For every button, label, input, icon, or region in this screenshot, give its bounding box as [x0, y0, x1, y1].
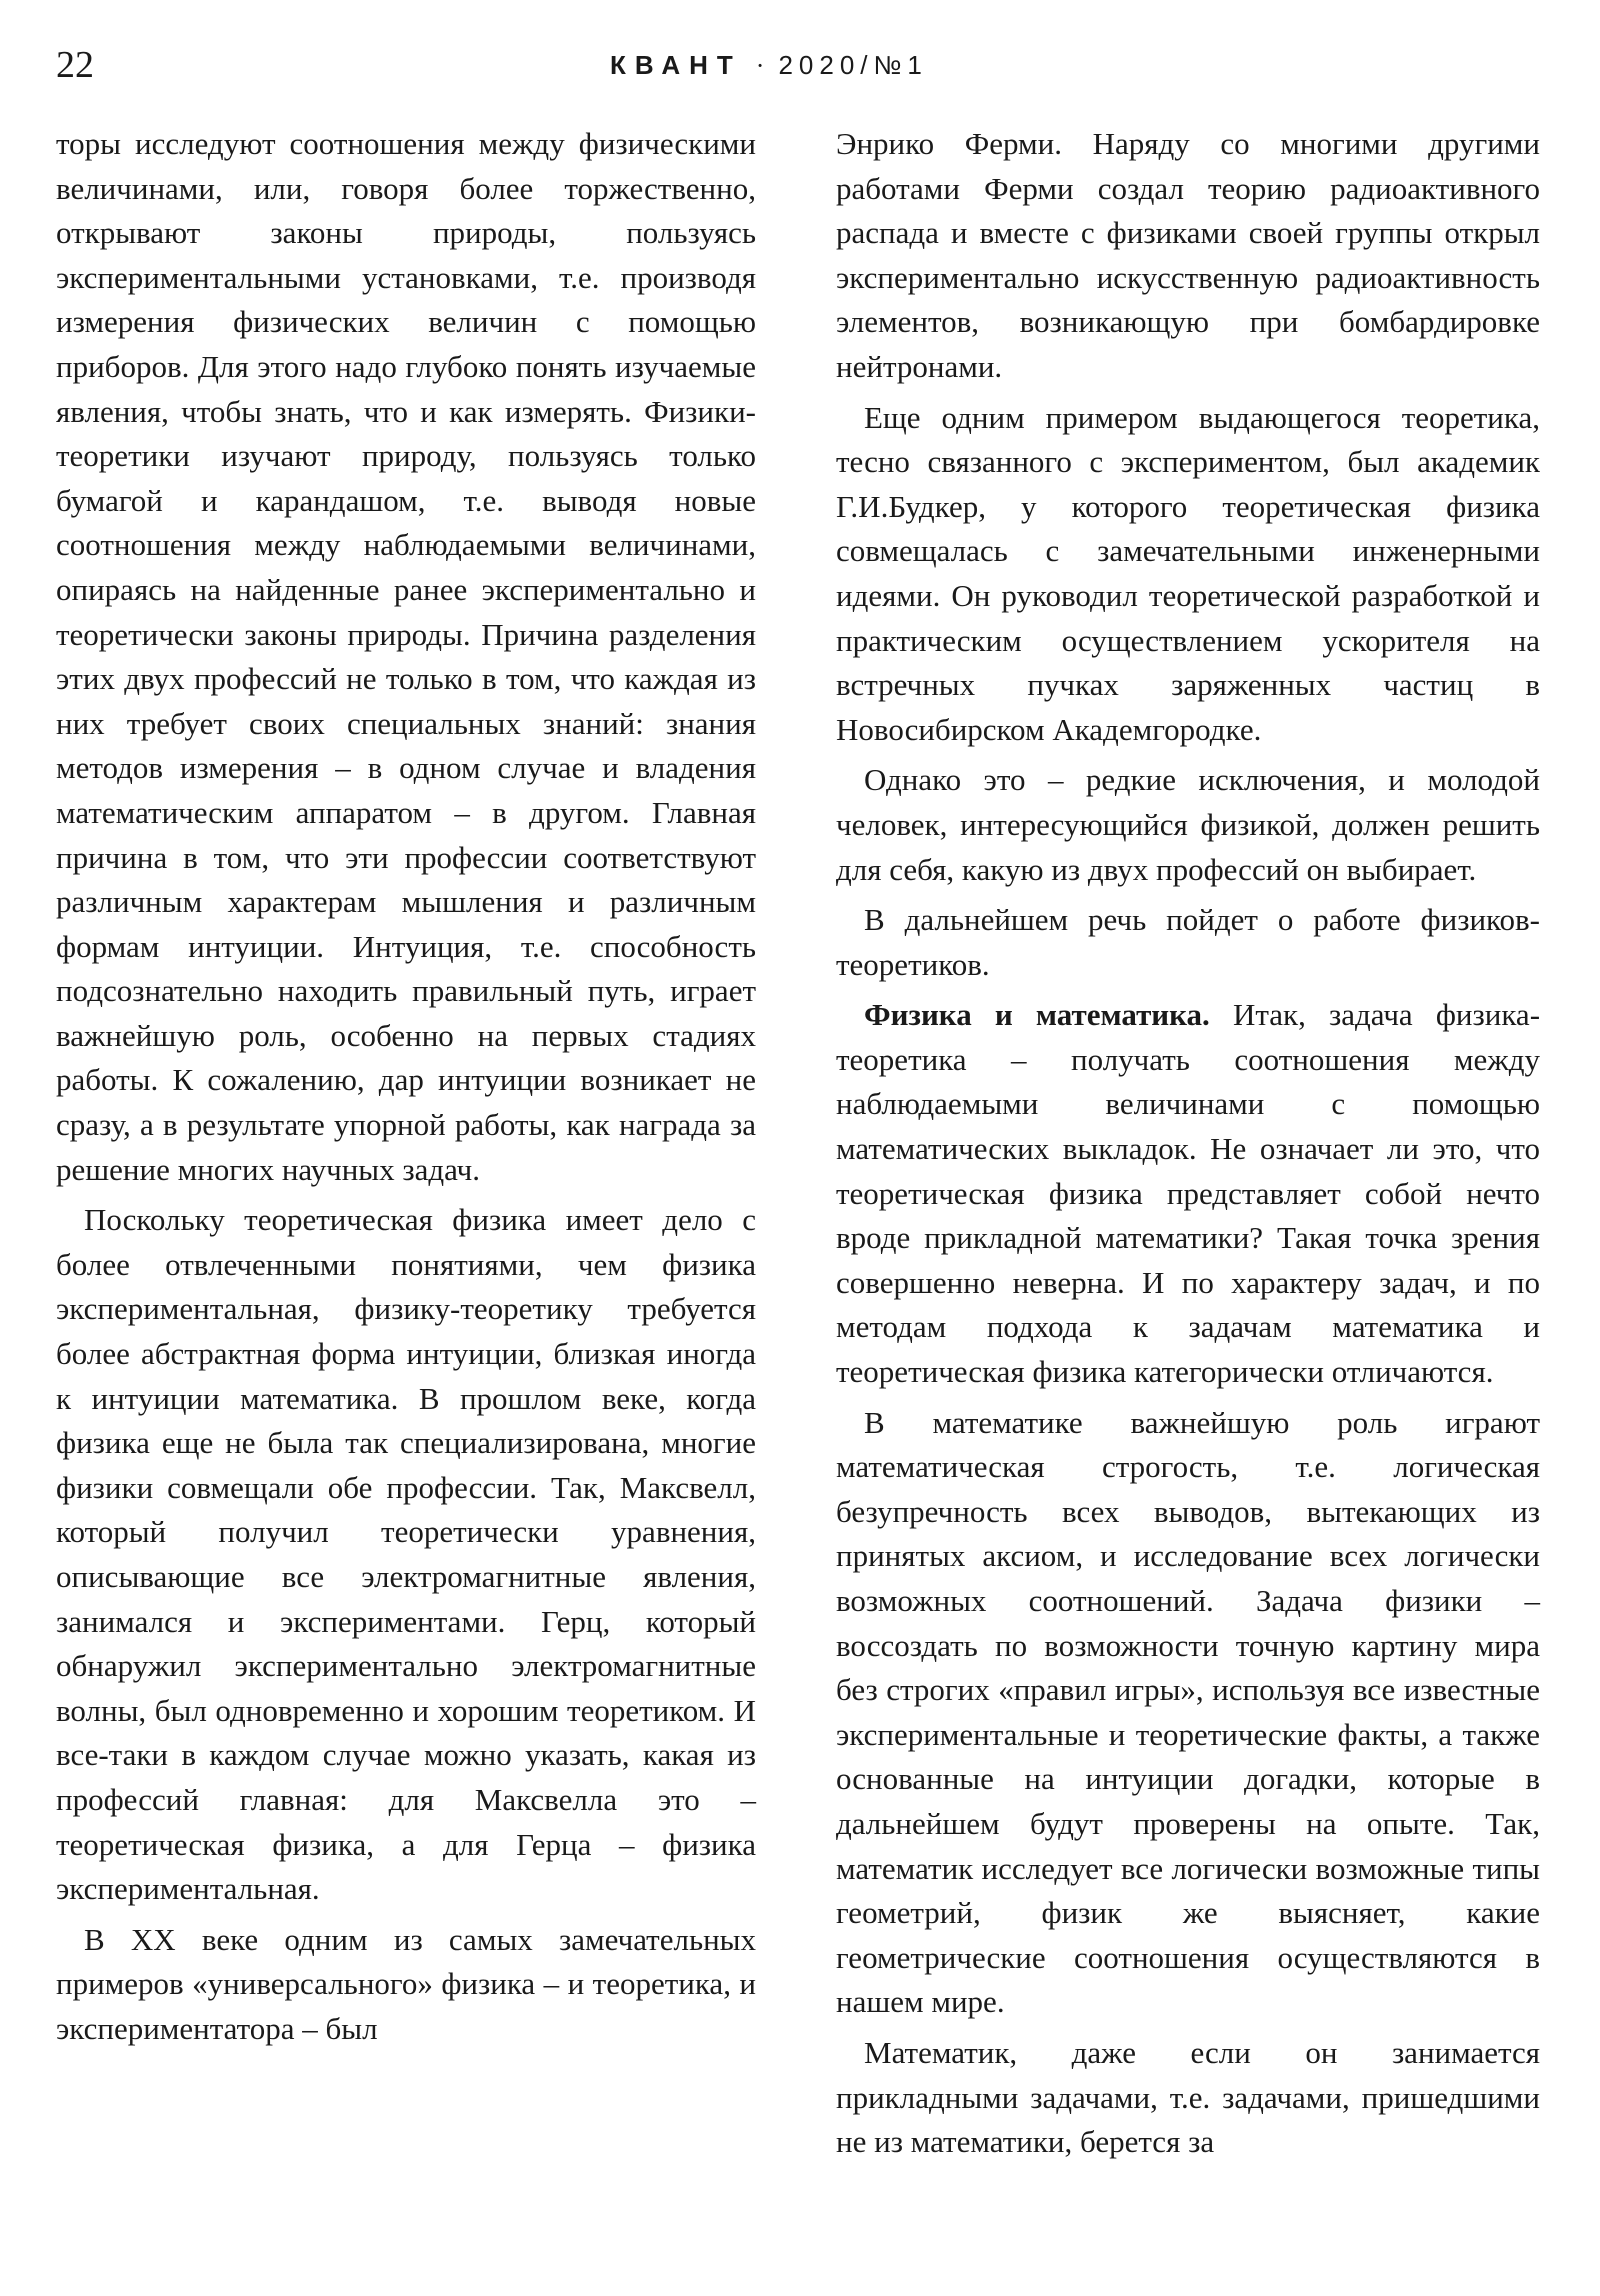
running-head-separator: · [755, 51, 765, 80]
paragraph: Математик, даже если он занимается прикладными задачами, т.е. задачами, пришедшими не из математики, берется за [836, 2034, 1540, 2160]
right-column [836, 122, 1540, 2171]
running-head [610, 52, 928, 79]
section-heading: Физика и математика. [864, 997, 1210, 1033]
paragraph-text: Итак, задача физика-теоретика – получать соотношения между наблюдаемыми величинами с помощью математических выкладок. Не означает ли это, что теоретическая физика представляет собой нечто вроде прикладной математики? Такая точка зрения совершенно неверна. И по характеру задач, и по методам подхода к задачам математика и теоретическая физика категорически отличаются. [836, 997, 1541, 1390]
paragraph [836, 993, 1540, 1394]
paragraph: В дальнейшем речь пойдет о работе физиков-теоретиков. [836, 902, 1540, 982]
issue-label: 2020/№1 [778, 50, 928, 80]
paragraph: Поскольку теоретическая физика имеет дело с более отвлеченными понятиями, чем физика экспериментальная, физику-теоретику требуется более абстрактная форма интуиции, близкая иногда к интуиции математика. В прошлом веке, когда физика еще не была так специализирована, многие физики совмещали обе профессии. Так, Максвелл, который получил теоретически уравнения, описывающие все электромагнитные явления, занимался и экспериментами. Герц, который обнаружил экспериментально электромагнитные волны, был одновременно и хорошим теоретиком. И все-таки в каждом случае можно указать, какая из профессий главная: для Максвелла это – теоретическая физика, а для Герца – физика экспериментальная. [56, 1202, 756, 1907]
journal-title: КВАНТ [610, 50, 742, 80]
paragraph: Энрико Ферми. Наряду со многими другими работами Ферми создал теорию радиоактивного распада и вместе с физиками своей группы открыл экспериментально искусственную радиоактивность элементов, возникающую при бомбардировке нейтронами. [836, 126, 1540, 384]
page-number: 22 [56, 44, 94, 86]
paragraph: Однако это – редкие исключения, и молодой человек, интересующийся физикой, должен решить для себя, какую из двух профессий он выбирает. [836, 762, 1540, 887]
paragraph: Еще одним примером выдающегося теоретика, тесно связанного с экспериментом, был академик Г.И.Будкер, у которого теоретическая физика совмещалась с замечательными инженерными идеями. Он руководил теоретической разработкой и практическим осуществлением ускорителя на встречных пучках заряженных частиц в Новосибирском Академгородке. [836, 399, 1540, 747]
left-column [56, 122, 756, 2058]
paragraph: В математике важнейшую роль играют математическая строгость, т.е. логическая безупречность всех выводов, вытекающих из принятых аксиом, и исследование всех логически возможных соотношений. Задача физики – воссоздать по возможности точную картину мира без строгих «правил игры», используя все известные экспериментальные и теоретические факты, а также основанные на интуиции догадки, которые в дальнейшем будут проверены на опыте. Так, математик исследует все логически возможные типы геометрий, физик же выясняет, какие геометрические соотношения осуществляются в нашем мире. [836, 1404, 1540, 2020]
paragraph: В XX веке одним из самых замечательных примеров «универсального» физика – и теоретика, и экспериментатора – был [56, 1921, 756, 2046]
paragraph: торы исследуют соотношения между физическими величинами, или, говоря более торжественно, открывают законы природы, пользуясь экспериментальными установками, т.е. производя измерения физических величин с помощью приборов. Для этого надо глубоко понять изучаемые явления, чтобы знать, что и как измерять. Физики-теоретики изучают природу, пользуясь только бумагой и карандашом, т.е. выводя новые соотношения между наблюдаемыми величинами, опираясь на найденные ранее экспериментально и теоретически законы природы. Причина разделения этих двух профессий не только в том, что каждая из них требует своих специальных знаний: знания методов измерения – в одном случае и владения математическим аппаратом – в другом. Главная причина в том, что эти профессии соответствуют различным характерам мышления и различным формам интуиции. Интуиция, т.е. способность подсознательно находить правильный путь, играет важнейшую роль, особенно на первых стадиях работы. К сожалению, дар интуиции возникает не сразу, а в результате упорной работы, как награда за решение многих научных задач. [56, 126, 756, 1187]
